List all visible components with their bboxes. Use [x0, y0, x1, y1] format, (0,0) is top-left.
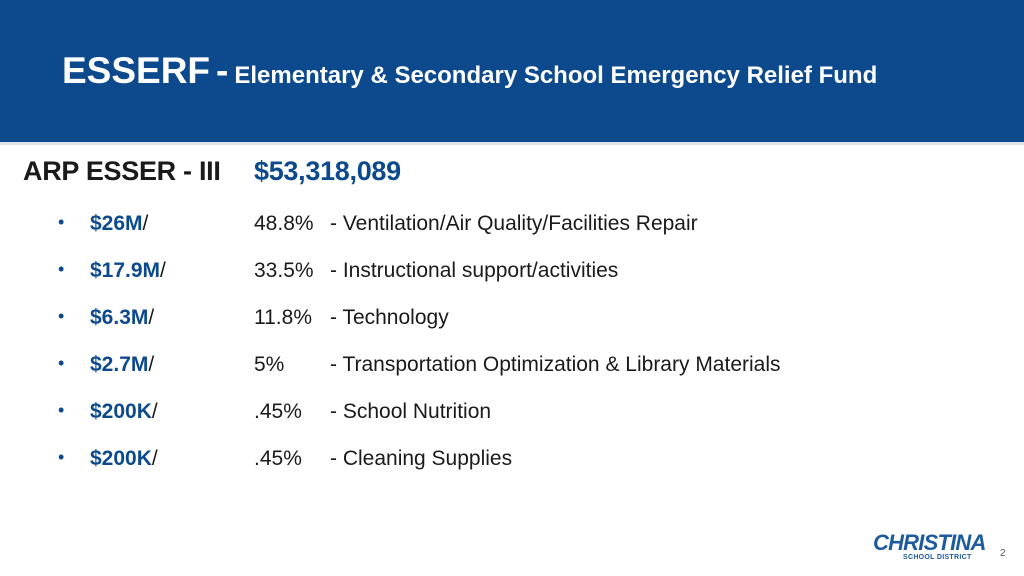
title-dash: -: [216, 50, 229, 91]
logo-subtitle: SCHOOL DISTRICT: [903, 554, 972, 561]
allocation-description: - Technology: [330, 306, 449, 329]
allocation-percent: .45%: [254, 400, 302, 423]
allocation-item: [0, 353, 1024, 393]
bullet-icon: •: [58, 400, 65, 420]
allocation-amount: $200K/: [90, 400, 158, 423]
fund-total-amount: $53,318,089: [254, 156, 401, 186]
allocation-amount: $2.7M/: [90, 353, 155, 376]
bullet-icon: •: [58, 259, 65, 279]
logo-wordmark: CHRISTINA: [873, 530, 986, 555]
header-divider: [0, 142, 1024, 145]
allocation-description: - Instructional support/activities: [330, 259, 619, 282]
allocation-percent: .45%: [254, 447, 302, 470]
slide-title: [62, 50, 877, 92]
allocation-amount: $6.3M/: [90, 306, 155, 329]
allocation-amount: $26M/: [90, 212, 149, 235]
allocation-percent: 11.8%: [254, 306, 312, 329]
allocation-description: - School Nutrition: [330, 400, 492, 423]
bullet-icon: •: [58, 306, 65, 326]
allocation-item: [0, 212, 1024, 252]
allocation-percent: 48.8%: [254, 212, 314, 235]
allocation-percent: 33.5%: [254, 259, 314, 282]
fund-label: ARP ESSER - III: [23, 156, 221, 186]
allocation-item: [0, 447, 1024, 487]
allocation-amount: $200K/: [90, 447, 158, 470]
allocation-description: - Transportation Optimization & Library Materials: [330, 353, 781, 376]
allocation-item: [0, 400, 1024, 440]
page-number: 2: [1000, 548, 1006, 559]
title-banner: [0, 0, 1024, 142]
district-logo: [873, 532, 985, 566]
bullet-icon: •: [58, 212, 65, 232]
bullet-icon: •: [58, 447, 65, 467]
title-acronym: ESSERF: [62, 50, 211, 91]
allocation-description: - Cleaning Supplies: [330, 447, 513, 470]
allocation-percent: 5%: [254, 353, 285, 376]
title-full-name: Elementary & Secondary School Emergency Relief Fund: [234, 62, 878, 89]
allocation-amount: $17.9M/: [90, 259, 166, 282]
bullet-icon: •: [58, 353, 65, 373]
allocation-item: [0, 259, 1024, 299]
allocation-item: [0, 306, 1024, 346]
fund-subheading: [23, 156, 401, 187]
allocation-description: - Ventilation/Air Quality/Facilities Repair: [330, 212, 698, 235]
